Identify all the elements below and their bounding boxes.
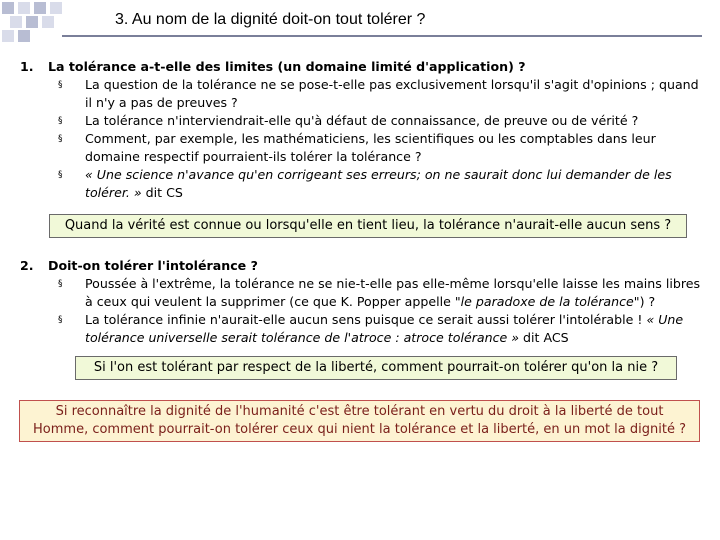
bullet-end: ) ? xyxy=(639,294,656,309)
quote-attribution: dit ACS xyxy=(519,330,569,345)
bullet-body: La tolérance infinie n'aurait-elle aucun sens puisque ce serait aussi tolérer l'intolérable ! xyxy=(85,312,647,327)
bullet-quote xyxy=(85,166,705,202)
quote-text: « Une science n'avance qu'en corrigeant ses erreurs; on ne saurait donc lui demander de les tolérer. » xyxy=(85,167,672,200)
bullet-marker: § xyxy=(58,315,63,325)
list-item xyxy=(58,166,708,202)
section-2-question-box: Si l'on est tolérant par respect de la liberté, comment pourrait-on tolérer qu'on la nie ? xyxy=(75,356,677,380)
bullet-body: Poussée à l'extrême, la tolérance ne se nie-t-elle pas elle-même lorsqu'elle laisse les mains libres à ceux qui veulent la supprimer (ce que K. Popper appelle xyxy=(85,276,701,309)
conclusion-box: Si reconnaître la dignité de l'humanité c'est être tolérant en vertu du droit à la liberté de tout Homme, comment pourrait-on tolérer ceux qui nient la tolérance et la liberté, en un mot la dignité ? xyxy=(19,400,700,442)
section-2-heading xyxy=(20,257,258,275)
popper-paradox: "le paradoxe de la tolérance" xyxy=(454,294,640,309)
bullet-marker: § xyxy=(58,170,63,180)
section-1-bullets xyxy=(58,76,708,202)
list-item xyxy=(58,275,708,311)
bullet-text xyxy=(85,275,705,311)
list-item xyxy=(58,311,708,347)
bullet-marker: § xyxy=(58,116,63,126)
list-item xyxy=(58,76,708,112)
bullet-marker: § xyxy=(58,134,63,144)
bullet-marker: § xyxy=(58,80,63,90)
quote-attribution: dit CS xyxy=(145,185,183,200)
bullet-text xyxy=(85,311,705,347)
bullet-text: La question de la tolérance ne se pose-t-elle pas exclusivement lorsqu'il s'agit d'opinions ; quand il n'y a pas de preuves ? xyxy=(85,77,699,110)
section-1-number: 1. xyxy=(20,59,34,74)
list-item xyxy=(58,112,708,130)
section-2-number: 2. xyxy=(20,258,34,273)
list-item xyxy=(58,130,708,166)
bullet-marker: § xyxy=(58,279,63,289)
section-2-title: Doit-on tolérer l'intolérance ? xyxy=(48,258,258,273)
bullet-text: La tolérance n'interviendrait-elle qu'à défaut de connaissance, de preuve ou de vérité ? xyxy=(85,113,639,128)
section-1-question-box: Quand la vérité est connue ou lorsqu'elle en tient lieu, la tolérance n'aurait-elle aucun sens ? xyxy=(49,214,687,238)
bullet-text: Comment, par exemple, les mathématiciens, les scientifiques ou les comptables dans leur domaine respectif pourraient-ils tolérer la tolérance ? xyxy=(85,131,656,164)
section-2-bullets xyxy=(58,275,708,347)
quote-text: « Une tolérance universelle serait tolérance de l'atroce : atroce tolérance » xyxy=(85,312,684,345)
section-1-heading xyxy=(20,58,526,76)
section-1-title: La tolérance a-t-elle des limites (un domaine limité d'application) ? xyxy=(48,59,526,74)
page-title: 3. Au nom de la dignité doit-on tout tolérer ? xyxy=(115,11,426,28)
